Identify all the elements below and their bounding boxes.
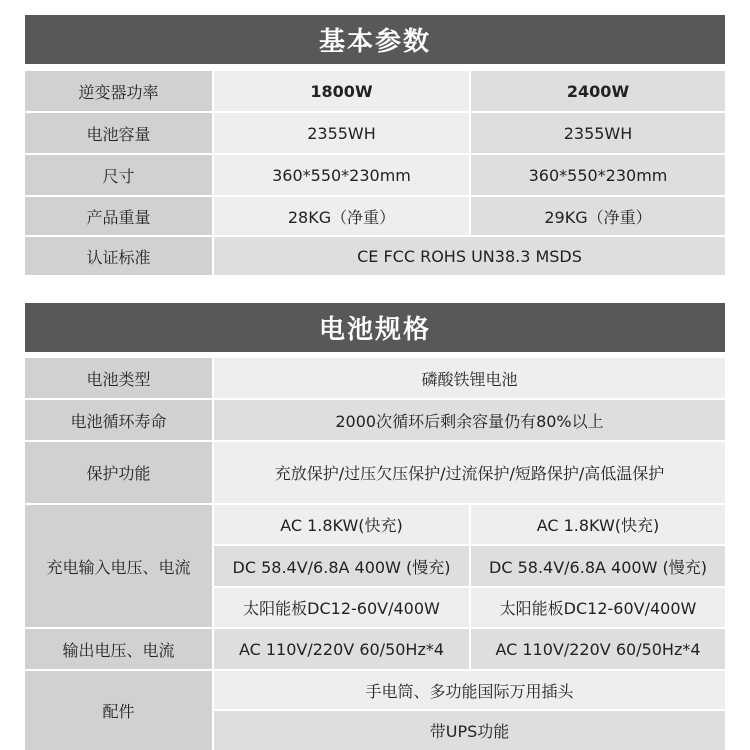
accessories-value-2: 带UPS功能: [214, 711, 725, 750]
cycle-life-value: 2000次循环后剩余容量仍有80%以上: [214, 400, 725, 440]
row-label-cycle-life: 电池循环寿命: [25, 400, 212, 440]
protection-value: 充放保护/过压欠压保护/过流保护/短路保护/高低温保护: [214, 442, 725, 503]
charge-dc-2: DC 58.4V/6.8A 400W (慢充): [471, 546, 725, 586]
inverter-power-2400: 2400W: [471, 71, 725, 111]
charge-dc-1: DC 58.4V/6.8A 400W (慢充): [214, 546, 469, 586]
charge-solar-1: 太阳能板DC12-60V/400W: [214, 588, 469, 627]
inverter-power-1800: 1800W: [214, 71, 469, 111]
row-label-battery-capacity: 电池容量: [25, 113, 212, 153]
battery-capacity-1: 2355WH: [214, 113, 469, 153]
output-value-1: AC 110V/220V 60/50Hz*4: [214, 629, 469, 669]
size-1: 360*550*230mm: [214, 155, 469, 195]
certification-value: CE FCC ROHS UN38.3 MSDS: [214, 237, 725, 275]
row-label-output: 输出电压、电流: [25, 629, 212, 669]
weight-2: 29KG（净重）: [471, 197, 725, 235]
battery-capacity-2: 2355WH: [471, 113, 725, 153]
row-label-inverter-power: 逆变器功率: [25, 71, 212, 111]
output-value-2: AC 110V/220V 60/50Hz*4: [471, 629, 725, 669]
row-label-battery-type: 电池类型: [25, 358, 212, 398]
weight-1: 28KG（净重）: [214, 197, 469, 235]
row-label-accessories: 配件: [25, 671, 212, 750]
row-label-protection: 保护功能: [25, 442, 212, 503]
row-label-weight: 产品重量: [25, 197, 212, 235]
row-label-certification: 认证标准: [25, 237, 212, 275]
size-2: 360*550*230mm: [471, 155, 725, 195]
accessories-value-1: 手电筒、多功能国际万用插头: [214, 671, 725, 709]
battery-type-value: 磷酸铁锂电池: [214, 358, 725, 398]
charge-ac-1: AC 1.8KW(快充): [214, 505, 469, 544]
row-label-size: 尺寸: [25, 155, 212, 195]
row-label-charge-input: 充电输入电压、电流: [25, 505, 212, 627]
charge-solar-2: 太阳能板DC12-60V/400W: [471, 588, 725, 627]
section-title-battery: 电池规格: [25, 303, 725, 352]
charge-ac-2: AC 1.8KW(快充): [471, 505, 725, 544]
section-title-basic: 基本参数: [25, 15, 725, 64]
